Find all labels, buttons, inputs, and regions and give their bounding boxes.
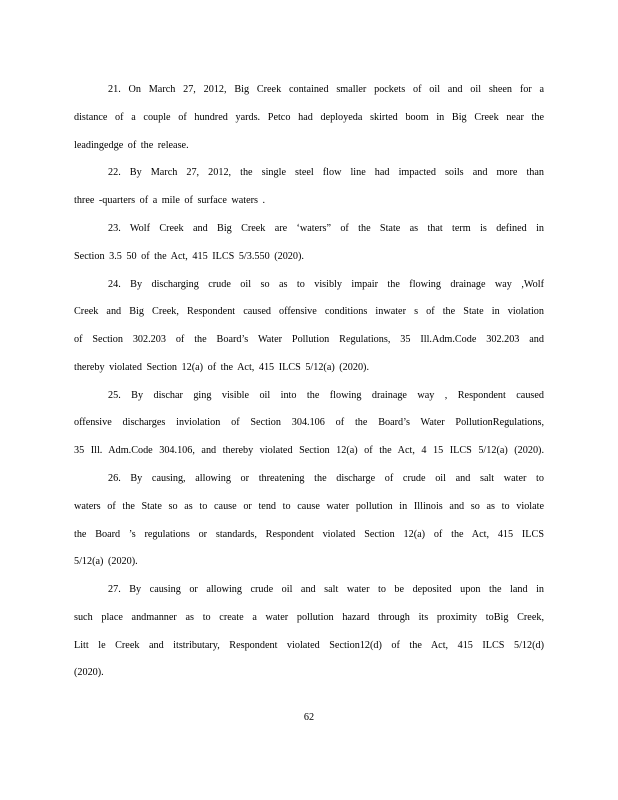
text-line: Litt le Creek and itstributary, Respondent violated Section12(d) of the Act, 415 ILCS 5/12(d) xyxy=(74,640,544,651)
text-line: the Board ’s regulations or standards, Respondent violated Section 12(a) of the Act, 415 ILCS xyxy=(74,529,544,540)
text-line: distance of a couple of hundred yards. Petco had deployeda skirted boom in Big Creek near the xyxy=(74,112,544,123)
text-line: 35 Ill. Adm.Code 304.106, and thereby violated Section 12(a) of the Act, 4 15 ILCS 5/12(a) (2020). xyxy=(74,445,544,456)
text-line: 22. By March 27, 2012, the single steel flow line had impacted soils and more than xyxy=(108,167,544,178)
page-number: 62 xyxy=(303,712,315,723)
text-line: of Section 302.203 of the Board’s Water Pollution Regulations, 35 Ill.Adm.Code 302.203 and xyxy=(74,334,544,345)
text-line: 21. On March 27, 2012, Big Creek contained smaller pockets of oil and oil sheen for a xyxy=(108,84,544,95)
text-line: 5/12(a) (2020). xyxy=(74,556,138,567)
text-line: 23. Wolf Creek and Big Creek are ‘waters” of the State as that term is defined in xyxy=(108,223,544,234)
text-line: such place andmanner as to create a water pollution hazard through its proximity toBig Creek, xyxy=(74,612,544,623)
text-line: Section 3.5 50 of the Act, 415 ILCS 5/3.550 (2020). xyxy=(74,251,304,262)
text-line: 27. By causing or allowing crude oil and salt water to be deposited upon the land in xyxy=(108,584,544,595)
text-line: three -quarters of a mile of surface waters . xyxy=(74,195,266,206)
text-line: waters of the State so as to cause or tend to cause water pollution in Illinois and so as to violate xyxy=(74,501,544,512)
text-line: 26. By causing, allowing or threatening the discharge of crude oil and salt water to xyxy=(108,473,544,484)
text-line: offensive discharges inviolation of Section 304.106 of the Board’s Water PollutionRegulations, xyxy=(74,417,544,428)
text-line: 25. By dischar ging visible oil into the flowing drainage way , Respondent caused xyxy=(108,390,544,401)
text-line: 24. By discharging crude oil so as to visibly impair the flowing drainage way ,Wolf xyxy=(108,279,544,290)
text-line: Creek and Big Creek, Respondent caused offensive conditions inwater s of the State in violation xyxy=(74,306,544,317)
text-line: (2020). xyxy=(74,667,104,678)
text-line: thereby violated Section 12(a) of the Act, 415 ILCS 5/12(a) (2020). xyxy=(74,362,369,373)
text-line: leadingedge of the release. xyxy=(74,140,189,151)
